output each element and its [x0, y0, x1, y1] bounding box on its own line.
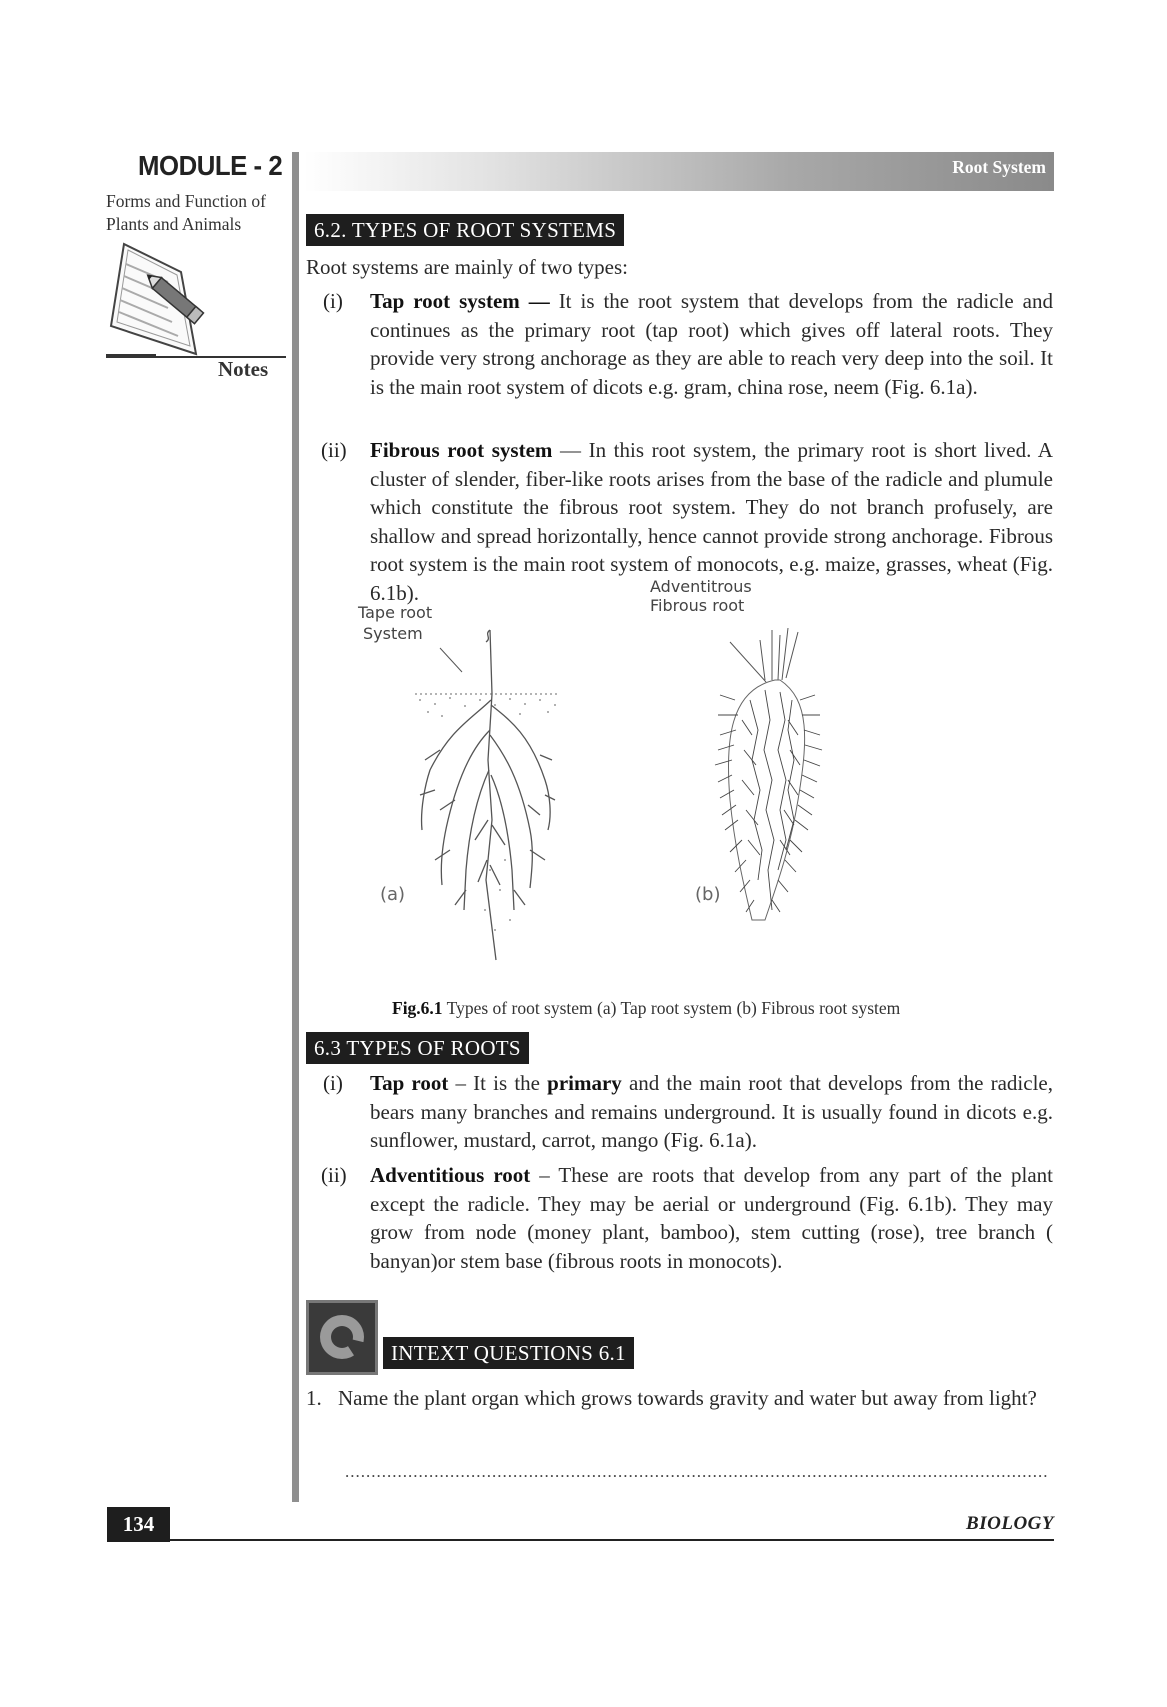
section-heading-6-3: 6.3 TYPES OF ROOTS: [306, 1032, 529, 1064]
item-text: – These are roots that develop from any part of the plant except the radicle. They may be aerial or underground (Fig. 6.1b). They may grow from node (money plant, bamboo), stem cutting (rose), tree branch ( banyan)or stem base (fibrous roots in monocots).: [370, 1163, 1053, 1273]
chapter-header-bar: [304, 152, 1054, 191]
figure-sub-a: (a): [380, 884, 406, 905]
item-term: Fibrous root system: [370, 438, 553, 462]
section-heading-6-2: 6.2. TYPES OF ROOT SYSTEMS: [306, 214, 624, 246]
footer-rule: [170, 1539, 1054, 1541]
question-text: Name the plant organ which grows towards gravity and water but away from light?: [338, 1386, 1037, 1410]
item-number: (i): [323, 289, 343, 313]
item-term: Adventitious root: [370, 1163, 531, 1187]
tap-root-illustration: [415, 630, 560, 960]
module-subtitle-line1: Forms and Function of: [106, 191, 266, 211]
notes-pencil-icon: [106, 244, 286, 359]
fibrous-root-illustration: [715, 628, 822, 920]
margin-divider: [292, 152, 299, 1502]
list-item: [323, 1069, 1053, 1154]
item-body: [370, 287, 1053, 401]
item-term: Tap root system —: [370, 289, 550, 313]
item-text: – It is the: [448, 1071, 548, 1095]
item-body: [370, 1069, 1053, 1155]
item-text: — In this root system, the primary root is short lived. A cluster of slender, fiber-like roots arises from the base of the radicle and plumule which constitute the fibrous root system. They do not branch profusely, are shallow and spread horizontally, hence cannot provide strong anchorage. Fibrous root system is the main root system of monocots, e.g. maize, grasses, wheat (Fig. 6.1b).: [370, 438, 1053, 605]
module-subtitle: [106, 190, 281, 236]
intext-questions-heading: INTEXT QUESTIONS 6.1: [383, 1337, 634, 1369]
item-text: It is the root system that develops from the radicle and continues as the primary root (tap root) which gives off lateral roots. They provide very strong anchorage as they are able to reach very deep into the soil. It is the main root system of dicots e.g. gram, china rose, neem (Fig. 6.1a).: [370, 289, 1053, 399]
figure-label-b-line1: Adventitrous: [650, 577, 752, 596]
figure-sub-b: (b): [695, 884, 721, 905]
item-term-emphasis: primary: [547, 1071, 622, 1095]
root-system-figure: [358, 577, 980, 980]
figure-caption: [392, 998, 900, 1019]
item-number: (ii): [321, 1163, 347, 1187]
module-title: MODULE - 2: [138, 150, 283, 181]
item-body: [370, 1161, 1053, 1275]
figure-label-a-line2: System: [363, 624, 423, 643]
item-text: and the main root that develops from the radicle, bears many branches and remains underground. It is usually found in dicots e.g. sunflower, mustard, carrot, mango (Fig. 6.1a).: [370, 1071, 1053, 1152]
section-intro: Root systems are mainly of two types:: [306, 255, 628, 279]
item-term: Tap root: [370, 1071, 449, 1095]
answer-line[interactable]: ......................................................................................................................................: [345, 1462, 1049, 1481]
module-subtitle-line2: Plants and Animals: [106, 214, 242, 234]
figure-label-a-line1: Tape root: [358, 603, 433, 622]
figure-caption-label: Fig.6.1: [392, 998, 443, 1018]
figure-caption-text: Types of root system (a) Tap root system (b) Fibrous root system: [442, 998, 901, 1018]
notes-label: Notes: [218, 357, 269, 381]
figure-label-b-line2: Fibrous root: [650, 596, 745, 615]
subject-label: BIOLOGY: [966, 1513, 1054, 1534]
list-item: [323, 287, 1053, 427]
item-number: (ii): [321, 438, 347, 462]
chapter-title: Root System: [952, 157, 1046, 177]
question-icon: [306, 1300, 378, 1375]
item-number: (i): [323, 1071, 343, 1095]
list-item: [323, 1161, 1053, 1281]
question-number: 1.: [306, 1386, 322, 1410]
page-number: 134: [107, 1507, 170, 1542]
question-item: [306, 1384, 1053, 1444]
